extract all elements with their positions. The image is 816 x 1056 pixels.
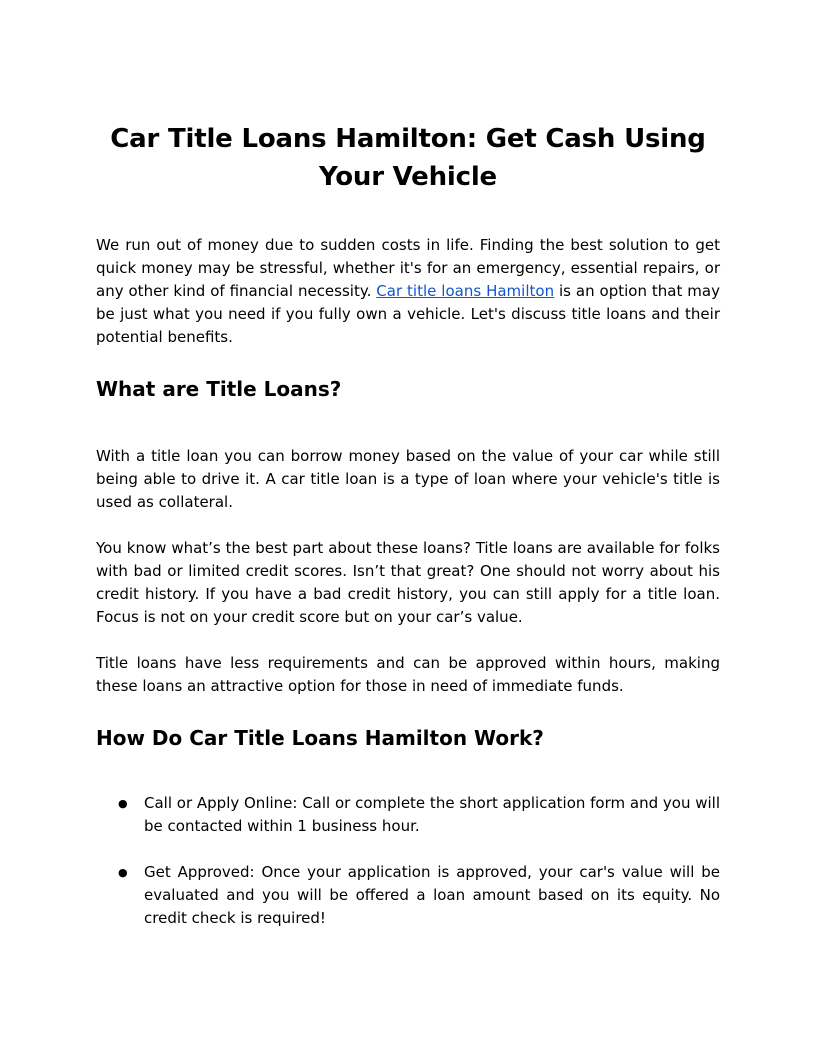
intro-paragraph	[96, 234, 720, 349]
section-heading-how-it-works: How Do Car Title Loans Hamilton Work?	[96, 726, 544, 750]
page-title: Car Title Loans Hamilton: Get Cash Using Your Vehicle	[110, 124, 706, 192]
intro-text-end: is an option that may be just what you need if you fully own a vehicle. Let's discuss title loans and their potential benefits.	[96, 282, 720, 346]
section1-paragraph: Title loans have less requirements and can be approved within hours, making these loans an attractive option for those in need of immediate funds.	[96, 654, 720, 695]
intro-text-start: We run out of money due to sudden costs in life. Finding the best solution to get quick money may be stressful, whether it's for an emergency, essential repairs, or any other kind of financial necessity.	[96, 236, 720, 300]
document-page	[96, 120, 720, 930]
list-item	[96, 792, 720, 838]
bullet-icon: ●	[118, 797, 128, 810]
steps-list	[96, 792, 720, 930]
section-heading-what-are-title-loans: What are Title Loans?	[96, 377, 342, 401]
section1-paragraph: With a title loan you can borrow money based on the value of your car while still being able to drive it. A car title loan is a type of loan where your vehicle's title is used as collateral.	[96, 447, 720, 511]
step-text: Call or Apply Online: Call or complete the short application form and you will be contacted within 1 business hour.	[144, 794, 720, 835]
car-title-loans-hamilton-link[interactable]: Car title loans Hamilton	[376, 282, 555, 300]
step-text: Get Approved: Once your application is approved, your car's value will be evaluated and you will be offered a loan amount based on its equity. No credit check is required!	[144, 863, 720, 927]
bullet-icon: ●	[118, 866, 128, 879]
section1-paragraph: You know what’s the best part about these loans? Title loans are available for folks with bad or limited credit scores. Isn’t that great? One should not worry about his credit history. If you have a bad credit history, you can still apply for a title loan. Focus is not on your credit score but on your car’s value.	[96, 539, 720, 626]
list-item	[96, 861, 720, 930]
